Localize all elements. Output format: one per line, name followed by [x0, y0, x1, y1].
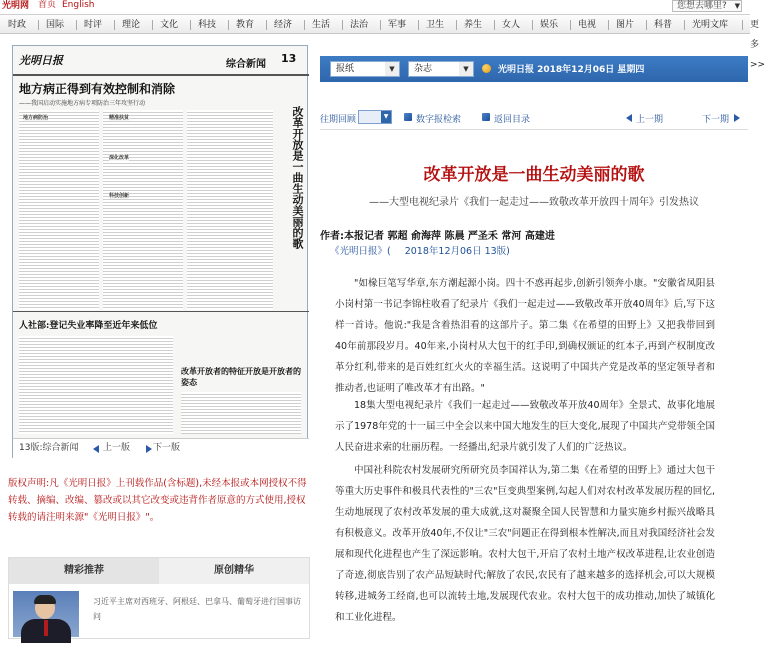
article-source-name[interactable]: 《光明日报》( [330, 246, 391, 257]
magazine-select[interactable] [408, 61, 474, 77]
article-paragraph: 18集大型电视纪录片《我们一起走过——致敬改革开放40周年》全景式、故事化地展示了1978年党的十一届三中全会以来中国大地发生的巨大变化,展现了中国共产党带领全国人民奋进求索的壮丽历程。一经播出,纪录片就引发了人们的广泛热议。 [335, 400, 715, 453]
article-source [330, 243, 510, 257]
nav-item-12[interactable]: 养生 [464, 20, 483, 30]
next-page-icon[interactable] [146, 445, 152, 453]
paper-headline-vertical[interactable]: 改革开放是一曲生动美丽的歌 [291, 106, 304, 249]
paper-selector-bar [320, 56, 748, 82]
paper-text-column [103, 110, 183, 310]
prev-page-icon[interactable] [93, 445, 99, 453]
nav-separator [570, 20, 571, 30]
nav-item-13[interactable]: 女人 [502, 20, 521, 30]
nav-separator [532, 20, 533, 30]
globe-icon [482, 64, 491, 73]
site-logo[interactable]: 光明网 [2, 1, 30, 11]
recommend-tabs [9, 558, 309, 584]
nav-separator [456, 20, 457, 30]
recommend-photo[interactable] [13, 591, 79, 637]
nav-separator [228, 20, 229, 30]
paper-masthead: 光明日报 [19, 54, 63, 67]
prev-issue-link[interactable]: 上一期 [636, 115, 664, 125]
paper-text-column [181, 392, 301, 434]
paper-divider [13, 311, 309, 312]
nav-item-2[interactable]: 时评 [84, 20, 103, 30]
paper-text-column [19, 336, 173, 434]
past-issues-select[interactable] [358, 110, 392, 124]
english-link[interactable]: English [62, 0, 95, 10]
paper-subhead: 精准扶贫 [109, 115, 130, 121]
nav-item-11[interactable]: 卫生 [426, 20, 445, 30]
chevron-down-icon: ▼ [734, 2, 740, 10]
article-title: 改革开放是一曲生动美丽的歌 [423, 165, 645, 185]
paper-headline-1[interactable]: 地方病正得到有效控制和消除 [19, 82, 176, 96]
issue-date: 光明日报 2018年12月06日 星期四 [498, 65, 645, 75]
chevron-down-icon: ▼ [381, 111, 391, 123]
nav-item-14[interactable]: 娱乐 [540, 20, 559, 30]
chevron-down-icon: ▼ [385, 62, 399, 76]
paper-subhead: 科技创新 [109, 193, 130, 199]
paper-select[interactable] [330, 61, 400, 77]
nav-item-1[interactable]: 国际 [46, 20, 65, 30]
nav-item-19[interactable]: 更多>> [750, 20, 765, 70]
magazine-select-value: 杂志 [414, 64, 433, 74]
paper-page-number: 13 [281, 52, 297, 65]
tab-recommend[interactable]: 精彩推荐 [9, 558, 159, 584]
paper-headline-1-sub: ——我国启动实施地方病专项防治三年攻坚行动 [19, 100, 146, 107]
nav-separator [742, 20, 743, 30]
next-issue-link[interactable]: 下一期 [702, 115, 730, 125]
nav-item-6[interactable]: 教育 [236, 20, 255, 30]
paper-subhead: 地方病防治 [23, 115, 49, 121]
nav-item-15[interactable]: 电视 [578, 20, 597, 30]
prev-page-link[interactable]: 上一版 [103, 443, 131, 453]
nav-separator [684, 20, 685, 30]
site-search-select[interactable] [672, 0, 742, 12]
copyright-notice: 版权声明:凡《光明日报》上刊载作品(含标题),未经本报或本网授权不得转载、摘编、改编、篡改或以其它改变或违背作者原意的方式使用,授权转载的请注明来源"《光明日报》"。 [8, 478, 307, 523]
paper-header [13, 46, 309, 76]
nav-separator [646, 20, 647, 30]
nav-separator [342, 20, 343, 30]
nav-item-17[interactable]: 科普 [654, 20, 673, 30]
paper-headline-3[interactable]: 改革开放者的特征开放是开放者的姿态 [181, 366, 301, 387]
recommend-item-link[interactable]: 习近平主席对西班牙、阿根廷、巴拿马、葡萄牙进行国事访问 [93, 597, 301, 621]
nav-separator [380, 20, 381, 30]
nav-separator [266, 20, 267, 30]
paper-subhead: 深化改革 [109, 155, 130, 161]
list-icon [482, 113, 490, 121]
nav-item-8[interactable]: 生活 [312, 20, 331, 30]
paper-section: 综合新闻 [226, 59, 266, 70]
nav-separator [494, 20, 495, 30]
chevron-down-icon: ▼ [459, 62, 473, 76]
issue-subnav [320, 110, 748, 128]
nav-item-16[interactable]: 图片 [616, 20, 635, 30]
next-issue-icon[interactable] [734, 114, 740, 122]
tab-original[interactable]: 原创精华 [214, 565, 254, 576]
next-page-link[interactable]: 下一版 [153, 443, 181, 453]
nav-separator [190, 20, 191, 30]
paper-select-value: 报纸 [336, 64, 355, 74]
nav-item-0[interactable]: 时政 [8, 20, 27, 30]
digital-search-link[interactable]: 数字报检索 [416, 115, 462, 125]
site-search-label: 您想去哪里? [677, 1, 727, 11]
nav-separator [38, 20, 39, 30]
nav-item-3[interactable]: 理论 [122, 20, 141, 30]
nav-item-5[interactable]: 科技 [198, 20, 217, 30]
article-paragraph: 中国社科院农村发展研究所研究员李国祥认为,第二集《在希望的田野上》通过大包干等重大历史事件和极具代表性的"三农"巨变典型案例,勾起人们对农村改革发展历程的回忆,生动地展现了农村改革发展的重大成就,这对凝聚全国人民智慧和力量实施乡村振兴战略具有积极意义。改革开放40年,不仅让"三农"问题正在得到根本性解决,而且对我国经济社会发展和现代化进程也产生了深远影响。农村大包干,开启了农村土地产权改革进程,让农业创造了奇迹,彻底告别了农产品短缺时代;解放了农民,农民有了越来越多的选择机会,可以大规模转移,进城务工经商,也可以流转土地,发展现代农业。农村大包干的成功推动,加快了城镇化和工业化进程。 [335, 465, 715, 623]
nav-separator [76, 20, 77, 30]
nav-separator [114, 20, 115, 30]
article-authors: 作者:本报记者 郭超 俞海萍 陈晨 严圣禾 常河 高建进 [320, 231, 555, 242]
paper-page-label: 13版:综合新闻 [19, 443, 79, 453]
nav-separator [608, 20, 609, 30]
paper-headline-2[interactable]: 人社部:登记失业率降至近年来低位 [19, 321, 158, 331]
nav-item-9[interactable]: 法治 [350, 20, 369, 30]
nav-separator [418, 20, 419, 30]
paper-text-column [227, 110, 273, 270]
newspaper-page-thumbnail[interactable] [12, 45, 308, 458]
back-to-index-link[interactable]: 返回目录 [494, 115, 531, 125]
home-link[interactable]: 首页 [38, 0, 57, 10]
paper-text-column [19, 110, 99, 310]
article-source-date: 2018年12月06日 13版) [404, 246, 510, 257]
article-paragraph: "如椽巨笔写华章,东方潮起源小岗。四十不惑再起步,创新引领奔小康。"安徽省凤阳县小岗村第一书记李锦柱收看了纪录片《我们一起走过——致敬改革开放40周年》后,写下这样一首诗。他说:"我是含着热泪看的这部片子。第二集《在希望的田野上》又把我带回到40年前那段岁月。40年来,小岗村从大包干的红手印,到确权颁证的红本子,再到产权制度改革分红利,带来的是百姓红红火火的幸福生活。这说明了中国共产党是改革的坚定领导者和推动者,也证明了唯改革才有出路。" [335, 278, 715, 394]
article-subtitle: ——大型电视纪录片《我们一起走过——致敬改革开放四十周年》引发热议 [369, 197, 699, 208]
nav-separator [304, 20, 305, 30]
recommend-panel [8, 557, 310, 639]
subnav-divider [320, 129, 748, 130]
nav-separator [152, 20, 153, 30]
top-bar [0, 0, 750, 14]
nav-item-4[interactable]: 文化 [160, 20, 179, 30]
past-issues-label: 往期回顾 [320, 115, 357, 125]
prev-issue-icon[interactable] [626, 114, 632, 122]
search-icon [404, 113, 412, 121]
photo-hair [34, 595, 56, 604]
photo-tie [44, 620, 48, 636]
nav-item-18[interactable]: 光明文库 [692, 20, 729, 30]
paper-page-nav [13, 438, 309, 458]
nav-item-7[interactable]: 经济 [274, 20, 293, 30]
nav-item-10[interactable]: 军事 [388, 20, 407, 30]
